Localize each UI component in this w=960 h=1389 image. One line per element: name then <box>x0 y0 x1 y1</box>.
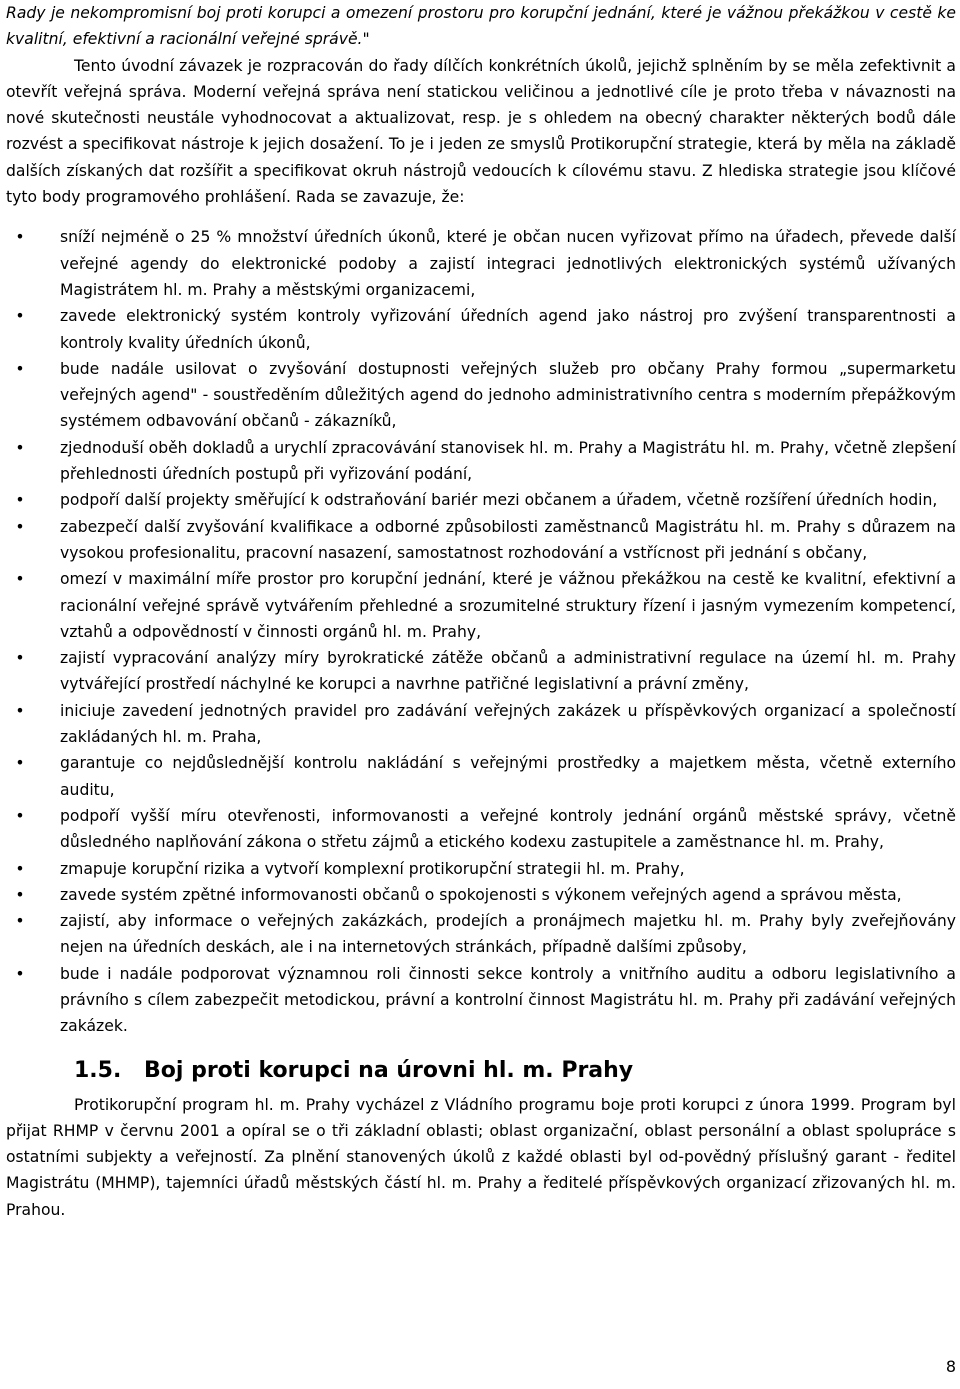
list-item <box>6 961 956 1040</box>
list-item-text: garantuje co nejdůslednější kontrolu nakládání s veřejnými prostředky a majetkem města, včetně externího auditu, <box>60 754 956 799</box>
list-item-text: podpoří vyšší míru otevřenosti, informovanosti a veřejné kontroly jednání orgánů městské správy, včetně důsledného naplňování zákona o střetu zájmů a etického kodexu zastupitele a zaměstnance hl. m. Prahy, <box>60 806 956 852</box>
list-item-text: zmapuje korupční rizika a vytvoří komplexní protikorupční strategii hl. m. Prahy, <box>60 859 685 878</box>
list-item <box>6 803 956 856</box>
list-item-text: zjednoduší oběh dokladů a urychlí zpracovávání stanovisek hl. m. Prahy a Magistrátu hl. m. Prahy, včetně zlepšení přehlednosti úředních postupů při vyřizování podání, <box>60 438 956 484</box>
bullet-icon: • <box>15 964 25 983</box>
list-item-text: zavede elektronický systém kontroly vyřizování úředních agend jako nástroj pro zvýšení transparentnosti a kontroly kvality úředních úkonů, <box>60 307 956 352</box>
section-number: 1.5. <box>74 1057 122 1083</box>
bullet-icon: • <box>15 649 25 668</box>
paragraph-program: Protikorupční program hl. m. Prahy vycházel z Vládního programu boje proti korupci z února 1999. Program byl přijat RHMP v červnu 2001 a opíral se o tři základní oblasti; oblast organizační, oblast personální a oblast spolupráce s ostatními subjekty a veřejností. Za plnění stanovených úkolů z každé oblasti byl od-povědný příslušný garant - ředitel Magistrátu (MHMP), tajemníci úřadů městských částí hl. m. Prahy a ředitelé příspěvkových organizací zřizovaných hl. m. Prahou. <box>6 1095 956 1219</box>
list-item <box>6 908 956 961</box>
list-item <box>6 645 956 698</box>
list-item <box>6 224 956 303</box>
bullet-icon: • <box>15 517 25 536</box>
list-item <box>6 303 956 356</box>
paragraph-commitments: Tento úvodní závazek je rozpracován do řady dílčích konkrétních úkolů, jejichž splněním by se měla zefektivnit a otevřít veřejná správa. Moderní veřejná správa není statickou veličinou a jednotlivé cíle je proto třeba v návaznosti na nové skutečnosti neustále vyhodnocovat a aktualizovat, resp. je s ohledem na obecný charakter některých bodů dále rozvést a specifikovat nástroje k jejich dosažení. To je i jeden ze smyslů Protikorupční strategie, která by měla na základě dalších získaných dat rozšířit a specifikovat okruh nástrojů vedoucích k cílovému stavu. Z hlediska strategie jsou klíčové tyto body programového prohlášení. Rada se zavazuje, že: <box>6 56 956 207</box>
bullet-icon: • <box>15 570 25 589</box>
bullet-icon: • <box>15 228 25 247</box>
bullet-icon: • <box>15 912 25 931</box>
list-item <box>6 566 956 645</box>
list-item-text: sníží nejméně o 25 % množství úředních úkonů, které je občan nucen vyřizovat přímo na úřadech, převede další veřejné agendy do elektronické podoby a zajistí integraci jednotlivých elektronických systémů užívaných Magistrátem hl. m. Prahy a městskými organizacemi, <box>60 228 956 299</box>
list-item <box>6 356 956 435</box>
bullet-icon: • <box>15 491 25 510</box>
bullet-icon: • <box>15 307 25 326</box>
document-page <box>6 0 956 1223</box>
bullet-icon: • <box>15 859 25 878</box>
bullet-icon: • <box>15 885 25 904</box>
list-item-text: omezí v maximální míře prostor pro korupční jednání, které je vážnou překážkou na cestě ke kvalitní, efektivní a racionální veřejné správě vytvářením přehledné a srozumitelné struktury řízení i jasným vymezením kompetencí, vztahů a odpovědností v činnosti orgánů hl. m. Prahy, <box>60 570 956 641</box>
section-title: Boj proti korupci na úrovni hl. m. Prahy <box>144 1057 634 1083</box>
list-item-text: bude i nadále podporovat významnou roli činnosti sekce kontroly a vnitřního auditu a odboru legislativního a právního s cílem zabezpečit metodickou, právní a kontrolní činnost Magistrátu hl. m. Prahy při zadávání veřejných zakázek. <box>60 964 956 1036</box>
list-item-text: zajistí, aby informace o veřejných zakázkách, prodejích a pronájmech majetku hl. m. Prahy byly zveřejňovány nejen na úředních deskách, ale i na internetových stránkách, případně dalšími způsoby, <box>60 912 956 957</box>
list-item <box>6 487 956 513</box>
list-item <box>6 435 956 488</box>
bullet-icon: • <box>15 438 25 457</box>
list-item-text: zavede systém zpětné informovanosti občanů o spokojenosti s výkonem veřejných agend a správou města, <box>60 885 902 904</box>
list-item-text: bude nadále usilovat o zvyšování dostupnosti veřejných služeb pro občany Prahy formou „supermarketu veřejných agend" - soustředěním důležitých agend do jednoho administrativního centra s moderním přepážkovým systémem odbavování občanů - zákazníků, <box>60 359 956 431</box>
commitments-list <box>6 224 956 1039</box>
list-item-text: iniciuje zavedení jednotných pravidel pro zadávání veřejných zakázek u příspěvkových organizací a společností zakládaných hl. m. Praha, <box>60 701 956 747</box>
list-item <box>6 750 956 803</box>
page-number: 8 <box>945 1357 956 1376</box>
bullet-icon: • <box>15 754 25 773</box>
section-heading <box>6 1056 956 1086</box>
list-item-text: podpoří další projekty směřující k odstraňování bariér mezi občanem a úřadem, včetně rozšíření úředních hodin, <box>60 491 938 510</box>
intro-quote: Rady je nekompromisní boj proti korupci a omezení prostoru pro korupční jednání, které je vážnou překážkou v cestě ke kvalitní, efektivní a racionální veřejné správě." <box>6 4 956 49</box>
bullet-icon: • <box>15 359 25 378</box>
list-item <box>6 882 956 908</box>
list-item-text: zajistí vypracování analýzy míry byrokratické zátěže občanů a administrativní regulace na území hl. m. Prahy vytvářející prostředí náchylné ke korupci a navrhne patřičné legislativní a právní změny, <box>60 649 956 694</box>
list-item <box>6 698 956 751</box>
bullet-icon: • <box>15 701 25 720</box>
bullet-icon: • <box>15 806 25 825</box>
list-item-text: zabezpečí další zvyšování kvalifikace a odborné způsobilosti zaměstnanců Magistrátu hl. m. Prahy s důrazem na vysokou profesionalitu, pracovní nasazení, samostatnost rozhodování a vstřícnost při jednání s občany, <box>60 517 956 562</box>
list-item <box>6 856 956 882</box>
list-item <box>6 514 956 567</box>
